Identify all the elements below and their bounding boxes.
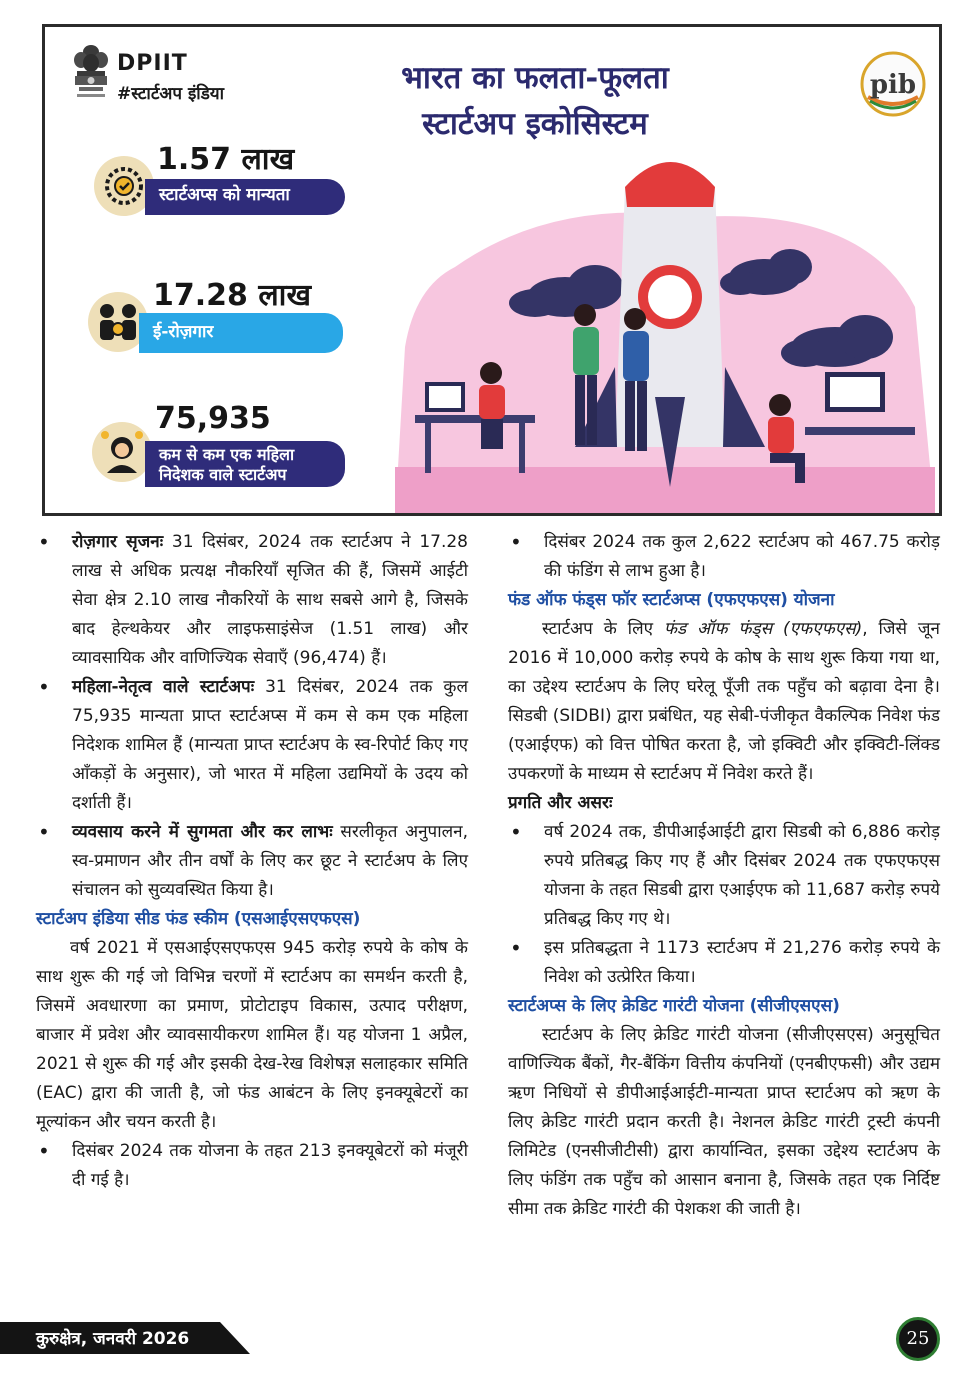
- bullet-icon: •: [38, 675, 50, 699]
- stat-women-led-label: [145, 441, 345, 487]
- list-item-sidbi-commitment: [508, 818, 940, 934]
- left-column: [36, 528, 468, 1195]
- seed-fund-paragraph: वर्ष 2021 में एसआईएसएफएस 945 करोड़ रुपये के कोष के साथ शुरू की गई जो विभिन्न चरणों में स्टार्टअप का समर्थन करती है, जिसमें अवधारणा का प्रमाण, प्रोटोटाइप विकास, उत्पाद परीक्षण, बाजार में प्रवेश और व्यावसायीकरण शामिल हैं। यह योजना 1 अप्रैल, 2021 से शुरू की गई और इसकी देख-रेख विशेषज्ञ सलाहकार समिति (EAC) द्वारा की जाती है, जो फंड आबंटन के लिए इनक्यूबेटरों का मूल्यांकन और चयन करती है।: [36, 938, 468, 1132]
- stat-recognized-label: स्टार्टअप्स को मान्यता: [145, 179, 345, 215]
- org-name: DPIIT: [117, 51, 188, 76]
- list-item-text: दिसंबर 2024 तक योजना के तहत 213 इनक्यूबेटरों को मंजूरी दी गई है।: [72, 1141, 468, 1190]
- bullet-icon: •: [38, 820, 50, 844]
- bullet-icon: •: [510, 820, 522, 844]
- list-item-text: 31 दिसंबर, 2024 तक स्टार्टअप ने 17.28 लाख से अधिक प्रत्यक्ष नौकरियाँ सृजित की हैं, जिसमें आईटी सेवा क्षेत्र 2.10 लाख नौकरियों के साथ सबसे आगे है, जिसके बाद हेल्थकेयर और लाइफसाइंसेज (1.51 लाख) और व्यावसायिक और वाणिज्यिक सेवाएँ (96,474) हैं।: [72, 532, 468, 668]
- stat-women-led-value: 75,935: [155, 401, 271, 436]
- stat-employment-label: ई-रोज़गार: [139, 313, 343, 353]
- list-item-lead: रोज़गार सृजनः: [72, 532, 164, 552]
- list-item-women-led: [36, 673, 468, 818]
- list-item-text: दिसंबर 2024 तक कुल 2,622 स्टार्टअप को 467.75 करोड़ की फंडिंग से लाभ हुआ है।: [544, 532, 940, 581]
- list-item-funding: [508, 528, 940, 586]
- list-item-lead: महिला-नेतृत्व वाले स्टार्टअपः: [72, 677, 255, 697]
- stat-employment-value: 17.28 लाख: [153, 278, 311, 313]
- list-item-incubators: [36, 1137, 468, 1195]
- subheading-progress: प्रगति और असरः: [508, 793, 613, 813]
- stat-women-led-label-line2: निदेशक वाले स्टार्टअप: [159, 465, 287, 484]
- list-item-text: वर्ष 2024 तक, डीपीआईआईटी द्वारा सिडबी को 6,886 करोड़ रुपये प्रतिबद्ध किए गए हैं और दिसंबर 2024 तक एफएफएस योजना के तहत सिडबी द्वारा एआईएफ को 11,687 करोड़ रुपये प्रतिबद्ध किए गए थे।: [544, 822, 940, 929]
- bullet-icon: •: [510, 936, 522, 960]
- title-line-2: स्टार्टअप इकोसिस्टम: [422, 106, 648, 142]
- title-line-1: भारत का फलता-फूलता: [401, 60, 669, 96]
- publication-name: कुरुक्षेत्र, जनवरी 2026: [36, 1329, 190, 1349]
- list-item-text: सरलीकृत अनुपालन, स्व-प्रमाणन और तीन वर्षों के लिए कर छूट ने स्टार्टअप के लिए संचालन को सुव्यवस्थित किया है।: [72, 822, 468, 900]
- section-heading-cgss: स्टार्टअप्स के लिए क्रेडिट गारंटी योजना (सीजीएसएस): [508, 996, 840, 1016]
- org-tagline: #स्टार्टअप इंडिया: [117, 84, 225, 104]
- cgss-paragraph: स्टार्टअप के लिए क्रेडिट गारंटी योजना (सीजीएसएस) अनुसूचित वाणिज्यिक बैंकों, गैर-बैंकिंग वित्तीय कंपनियों (एनबीएफसी) और उद्यम ऋण निधियों से डीपीआईआईटी-मान्यता प्राप्त स्टार्टअप को ऋण के लिए क्रेडिट गारंटी प्रदान करती है। नेशनल क्रेडिट गारंटी ट्रस्टी कंपनी लिमिटेड (एनसीजीटीसी) द्वारा कार्यान्वित, इसका उद्देश्य स्टार्टअप के लिए फंडिंग तक पहुँच को आसान बनाना है, जिसके तहत एक निर्दिष्ट सीमा तक क्रेडिट गारंटी की पेशकश की जाती है।: [508, 1025, 940, 1219]
- pib-logo-text: pib: [869, 70, 917, 100]
- list-item-text: इस प्रतिबद्धता ने 1173 स्टार्टअप में 21,276 करोड़ रुपये के निवेश को उत्प्रेरित किया।: [544, 938, 940, 987]
- person-icon: [479, 362, 505, 449]
- list-item-ease-of-business: [36, 818, 468, 905]
- ffs-paragraph-rest: , जिसे जून 2016 में 10,000 करोड़ रुपये के कोष के साथ शुरू किया गया था, का उद्देश्य स्टार्टअप के लिए घरेलू पूँजी तक पहुँच को बढ़ावा देना है। सिडबी (SIDBI) द्वारा प्रबंधित, यह सेबी-पंजीकृत वैकल्पिक निवेश फंड (एआईएफ) को वित्त पोषित करता है, जो इक्विटी और इक्विटी-लिंक्ड उपकरणों के माध्यम से स्टार्टअप में निवेश करते हैं।: [508, 619, 940, 784]
- list-item-text: 31 दिसंबर, 2024 तक कुल 75,935 मान्यता प्राप्त स्टार्टअप्स में कम से कम एक महिला निदेशक शामिल हैं (मान्यता प्राप्त स्टार्टअप के स्व-रिपोर्ट किए गए आँकड़ों के अनुसार), जो भारत में महिला उद्यमियों के उदय को दर्शाती हैं।: [72, 677, 468, 813]
- ffs-paragraph-start: स्टार्टअप के लिए: [542, 619, 664, 639]
- list-item-lead: व्यवसाय करने में सुगमता और कर लाभः: [72, 822, 333, 842]
- list-item-investment: [508, 934, 940, 992]
- national-emblem-icon: [71, 43, 111, 103]
- section-heading-seed-fund: स्टार्टअप इंडिया सीड फंड स्कीम (एसआईएसएफएस): [36, 909, 361, 929]
- bullet-icon: •: [510, 530, 522, 554]
- infographic-title: [345, 55, 725, 147]
- right-column: [508, 528, 940, 1224]
- woman-director-icon: [91, 421, 153, 483]
- startup-rocket-illustration: [395, 147, 935, 516]
- page-number: 25: [896, 1317, 940, 1361]
- list-item-employment: [36, 528, 468, 673]
- bullet-icon: •: [38, 1139, 50, 1163]
- stat-recognized-value: 1.57 लाख: [157, 142, 295, 177]
- ffs-paragraph-italic: फंड ऑफ फंड्स (एफएफएस): [663, 619, 863, 639]
- pib-logo-icon: [860, 51, 926, 117]
- infographic-banner: [42, 24, 942, 516]
- bullet-icon: •: [38, 530, 50, 554]
- section-heading-ffs: फंड ऑफ फंड्स फॉर स्टार्टअप्स (एफएफएस) योजना: [508, 590, 835, 610]
- ffs-paragraph: [508, 615, 940, 789]
- stat-women-led-label-line1: कम से कम एक महिला: [159, 445, 295, 464]
